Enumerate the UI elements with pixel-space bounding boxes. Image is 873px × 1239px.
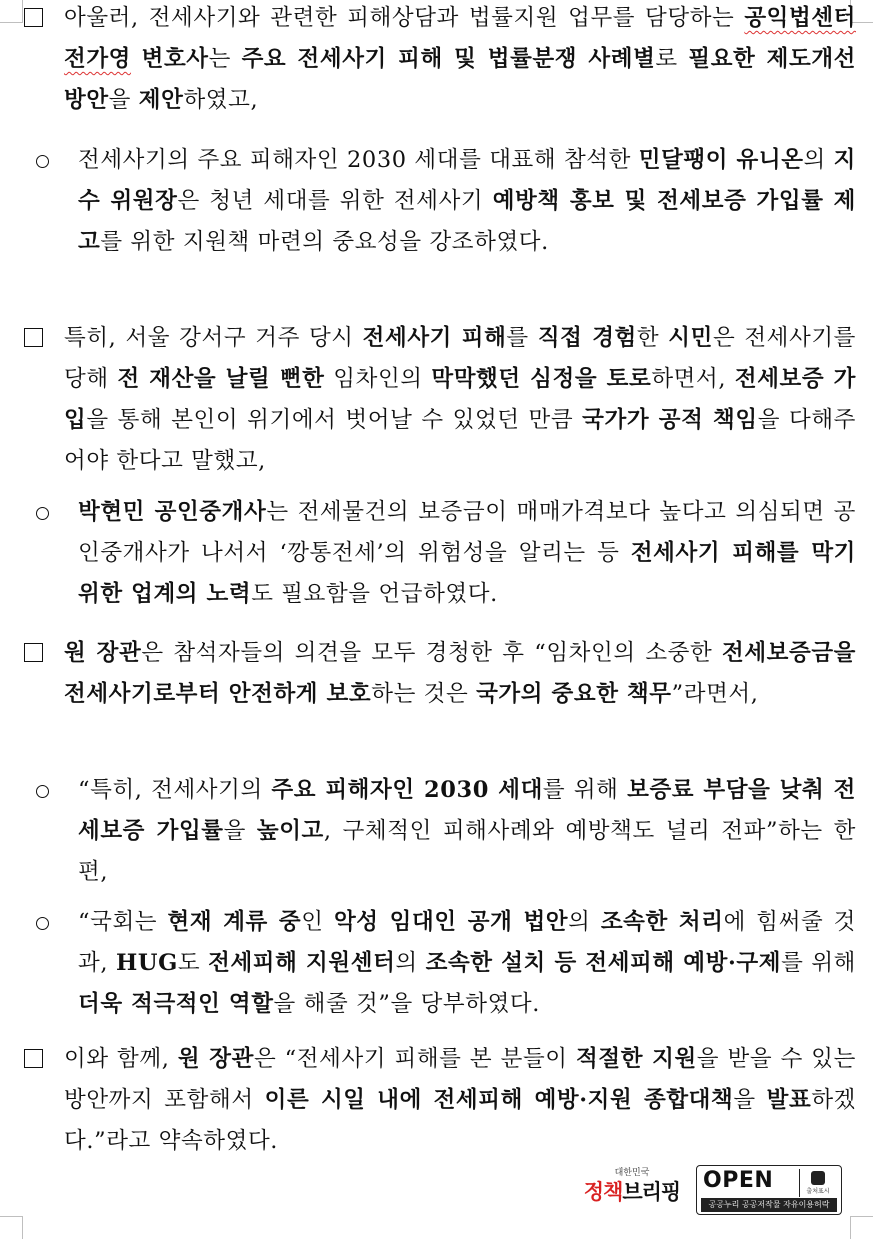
body-text: 는 전세물건의 보증금이 매매가격보다 높다고 의심되면 공인중개사가 나서서 ‘깡통전세’의 위험성을 알리는 등 — [78, 499, 856, 566]
square-bullet-icon — [24, 328, 43, 347]
square-bullet-icon — [24, 643, 43, 662]
emphasis-text: 주요 전세사기 피해 및 법률분쟁 사례별 — [241, 46, 656, 72]
paragraph-4 — [36, 492, 856, 615]
emphasis-text: 조속한 처리 — [600, 909, 724, 935]
kogl-open-license-logo — [696, 1165, 842, 1215]
body-text: 은 청년 세대를 위한 전세사기 — [177, 188, 493, 214]
emphasis-text: 막막했던 심정을 토로 — [431, 366, 652, 392]
person-icon — [811, 1171, 825, 1185]
emphasis-text: 원 장관 — [64, 640, 142, 666]
body-text: 을 받을 수 있는 방안까지 포함해서 — [64, 1046, 856, 1113]
emphasis-text: 민달팽이 유니온 — [638, 147, 804, 173]
body-text: 하였고, — [183, 87, 259, 113]
body-text: 하겠다.”라고 약속하였다. — [64, 1087, 856, 1154]
emphasis-text: 전세사기 피해 — [362, 325, 507, 351]
emphasis-text: 시민 — [668, 325, 713, 351]
body-text: 의 — [568, 909, 601, 935]
body-text: 을 통해 본인이 위기에서 벗어날 수 있었던 만큼 — [86, 407, 583, 433]
emphasis-text: 전세피해 지원센터 — [208, 950, 396, 976]
emphasis-text: 예방책 홍보 및 전세보증 가입률 제고 — [78, 188, 857, 255]
open-word: OPEN — [703, 1168, 774, 1193]
body-text: 전세사기의 주요 피해자인 2030 세대를 대표해 참석한 — [78, 147, 639, 173]
body-text: 을 해줄 것”을 당부하였다. — [273, 991, 541, 1017]
body-text: 은 전세사기를 당해 — [64, 325, 857, 392]
body-text: 로 — [655, 46, 689, 72]
square-bullet-icon — [24, 1049, 43, 1068]
emphasis-text: 발표 — [766, 1087, 812, 1113]
paragraph-2 — [36, 140, 856, 263]
attribution-label: 출처표시 — [806, 1188, 830, 1195]
emphasis-text: 보증료 부담을 낮춰 전세보증 가입률 — [78, 777, 856, 844]
emphasis-text: 전 재산을 날릴 뻔한 — [117, 366, 325, 392]
policy-briefing-logo — [578, 1163, 686, 1219]
emphasis-text: 제안 — [138, 87, 184, 113]
brief-logo-word-b: 브리핑 — [622, 1180, 681, 1204]
emphasis-text: 더욱 적극적인 역할 — [78, 991, 274, 1017]
emphasis-text: 주요 피해자인 2030 세대 — [271, 777, 543, 803]
body-text: , 구체적인 피해사례와 예방책도 널리 전파”하는 한편, — [78, 818, 856, 885]
paragraph-6 — [36, 770, 856, 893]
emphasis-text: 이른 시일 내에 전세피해 예방·지원 종합대책 — [264, 1087, 734, 1113]
kogl-tag: 공공누리 공공저작물 자유이용허락 — [701, 1198, 837, 1212]
body-text: 인 — [301, 909, 334, 935]
emphasis-text: 공익법센터 전가영 — [64, 5, 856, 72]
paragraph-5 — [24, 633, 856, 715]
emphasis-text: 조속한 설치 등 전세피해 예방·구제 — [425, 950, 782, 976]
body-text: 는 — [208, 46, 242, 72]
footer-logos — [578, 1163, 846, 1219]
circle-bullet-icon — [36, 155, 49, 168]
emphasis-text: 국가의 중요한 책무 — [476, 681, 672, 707]
emphasis-text: 전세사기 피해를 막기 위한 업계의 노력 — [78, 540, 856, 607]
body-text: 를 위해 — [542, 777, 628, 803]
body-text: 를 위해 — [781, 950, 856, 976]
emphasis-text: 지수 위원장 — [78, 147, 856, 214]
body-text: 의 — [395, 950, 426, 976]
brief-logo-main-text — [578, 1179, 686, 1205]
emphasis-text: 직접 경험 — [537, 325, 637, 351]
paragraph-3 — [24, 318, 856, 482]
paragraph-text — [78, 777, 856, 885]
emphasis-text: 높이고 — [256, 818, 324, 844]
body-text: “특히, 전세사기의 — [78, 777, 272, 803]
body-text — [131, 46, 142, 72]
body-text: 를 — [506, 325, 538, 351]
emphasis-text: 박현민 공인중개사 — [78, 499, 267, 525]
square-bullet-icon — [24, 8, 43, 27]
emphasis-text: 적절한 지원 — [576, 1046, 697, 1072]
body-text: “국회는 — [78, 909, 168, 935]
emphasis-text: 필요한 제도개선 방안 — [64, 46, 856, 113]
body-text: 한 — [636, 325, 669, 351]
emphasis-text: 악성 임대인 공개 법안 — [333, 909, 569, 935]
body-text: 을 — [108, 87, 139, 113]
body-text: 하면서, — [651, 366, 735, 392]
body-text: 아울러, 전세사기와 관련한 피해상담과 법률지원 업무를 담당하는 — [64, 5, 745, 31]
body-text: 은 “전세사기 피해를 본 분들이 — [253, 1046, 577, 1072]
body-text: 을 — [223, 818, 257, 844]
page-corner-mark — [0, 0, 23, 23]
paragraph-text — [64, 640, 856, 707]
emphasis-text: HUG — [116, 950, 178, 976]
body-text: 의 — [803, 147, 834, 173]
page-corner-mark — [850, 1216, 873, 1239]
paragraph-text — [78, 147, 856, 255]
body-text: 을 다해주어야 한다고 말했고, — [64, 407, 857, 474]
emphasis-text: 국가가 공적 책임 — [582, 407, 758, 433]
paragraph-8 — [24, 1039, 856, 1162]
page-corner-mark — [0, 1216, 23, 1239]
body-text: 임차인의 — [324, 366, 432, 392]
paragraph-text — [64, 1046, 856, 1154]
brief-logo-small-text: 대한민국 — [614, 1168, 650, 1178]
body-text: ”라면서, — [671, 681, 759, 707]
paragraph-1 — [24, 0, 856, 121]
body-text: 은 참석자들의 의견을 모두 경청한 후 “임차인의 소중한 — [141, 640, 722, 666]
paragraph-text — [64, 5, 856, 113]
circle-bullet-icon — [36, 507, 49, 520]
emphasis-text: 원 장관 — [177, 1046, 254, 1072]
body-text: 도 — [177, 950, 209, 976]
body-text: 도 필요함을 언급하였다. — [251, 581, 498, 607]
body-text: 를 위한 지원책 마련의 중요성을 강조하였다. — [100, 229, 549, 255]
paragraph-7 — [36, 902, 856, 1025]
body-text: 을 — [733, 1087, 767, 1113]
body-text: 특히, 서울 강서구 거주 당시 — [64, 325, 363, 351]
paragraph-text — [78, 909, 856, 1017]
body-text: 하는 것은 — [371, 681, 477, 707]
emphasis-text: 현재 계류 중 — [167, 909, 302, 935]
brief-logo-word-a: 정책 — [583, 1180, 623, 1204]
emphasis-text: 전세보증금을 전세사기로부터 안전하게 보호 — [64, 640, 856, 707]
body-text: 이와 함께, — [64, 1046, 178, 1072]
paragraph-text — [64, 325, 856, 474]
circle-bullet-icon — [36, 917, 49, 930]
circle-bullet-icon — [36, 785, 49, 798]
attribution-badge — [799, 1169, 836, 1197]
emphasis-text: 전세보증 가입 — [64, 366, 856, 433]
paragraph-text — [78, 499, 856, 607]
body-text: 에 힘써줄 것과, — [78, 909, 856, 976]
emphasis-text: 변호사 — [141, 46, 209, 72]
